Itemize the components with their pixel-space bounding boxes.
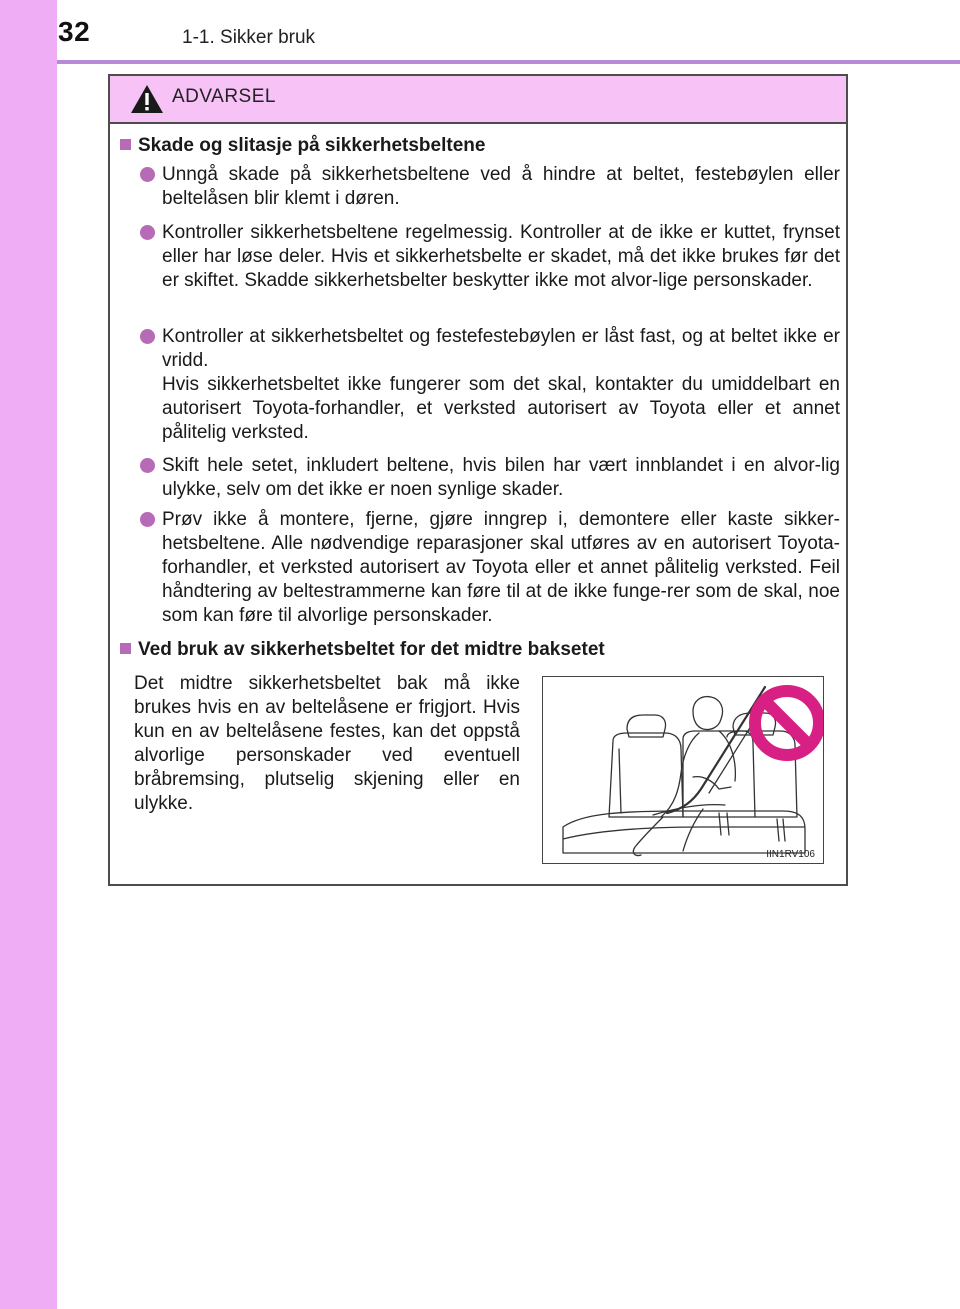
section-heading xyxy=(120,638,605,662)
bullet-dot-icon xyxy=(140,329,155,344)
list-item-text: Prøv ikke å montere, fjerne, gjøre inngrep i, demontere eller kaste sikker-hetsbeltene. Alle nødvendige reparasjoner skal utføres av en autorisert Toyota-forhandler, et verksted autorisert av Toyota eller et annet pålitelig verksted. Feil håndtering av beltestrammerne kan føre til at de ikke funge-rer som de skal, noe som kan føre til alvorlige personskader. xyxy=(162,509,840,626)
bullet-dot-icon xyxy=(140,512,155,527)
list-item-text: Skift hele setet, inkludert beltene, hvis bilen har vært innblandet i en alvor-lig ulykke, selv om det ikke er noen synlige skader. xyxy=(162,455,840,500)
warning-label: ADVARSEL xyxy=(172,86,276,107)
list-item-paragraph: Kontroller at sikkerhetsbeltet og festefestebøylen er låst fast, og at beltet ikke er vridd. xyxy=(162,326,840,371)
section-heading xyxy=(120,134,485,158)
prohibition-icon xyxy=(755,691,819,755)
bullet-dot-icon xyxy=(140,458,155,473)
header-rule xyxy=(57,60,960,64)
warning-box xyxy=(108,74,848,886)
list-item-paragraph: Hvis sikkerhetsbeltet ikke fungerer som det skal, kontakter du umiddelbart en autorisert Toyota-forhandler, et verksted autorisert av Toyota eller et annet pålitelig verksted. xyxy=(162,374,840,443)
bullet-dot-icon xyxy=(140,225,155,240)
seatbelt-illustration xyxy=(542,676,824,864)
center-belt-text: Det midtre sikkerhetsbeltet bak må ikke brukes hvis en av beltelåsene er frigjort. Hvis kun en av beltelåsene festes, kan det oppstå alvorlige personskader ved eventuell bråbremsing, plutselig skjening eller en ulykke. xyxy=(134,673,520,814)
section-heading-text: Skade og slitasje på sikkerhetsbeltene xyxy=(138,135,486,156)
side-strip xyxy=(0,0,57,1309)
section-title: 1-1. Sikker bruk xyxy=(182,27,316,48)
heading-marker-icon xyxy=(120,139,131,150)
seat-illustration xyxy=(543,677,823,863)
illustration-code: IIN1RV106 xyxy=(766,849,815,860)
heading-marker-icon xyxy=(120,643,131,654)
bullet-dot-icon xyxy=(140,167,155,182)
page-number: 32 xyxy=(58,16,91,47)
list-item-text: Unngå skade på sikkerhetsbeltene ved å hindre at beltet, festebøylen eller beltelåsen blir klemt i døren. xyxy=(162,164,840,209)
warning-triangle-icon xyxy=(130,84,164,114)
section-heading-text: Ved bruk av sikkerhetsbeltet for det midtre baksetet xyxy=(138,639,605,660)
list-item-text xyxy=(162,325,840,445)
list-item-text: Kontroller sikkerhetsbeltene regelmessig. Kontroller at de ikke er kuttet, frynset eller har løse deler. Hvis et sikkerhetsbelte er skadet, må det ikke brukes før det er skiftet. Skadde sikkerhetsbelter beskytter ikke mot alvor-lige personskader. xyxy=(162,222,840,291)
warning-header xyxy=(110,76,846,124)
